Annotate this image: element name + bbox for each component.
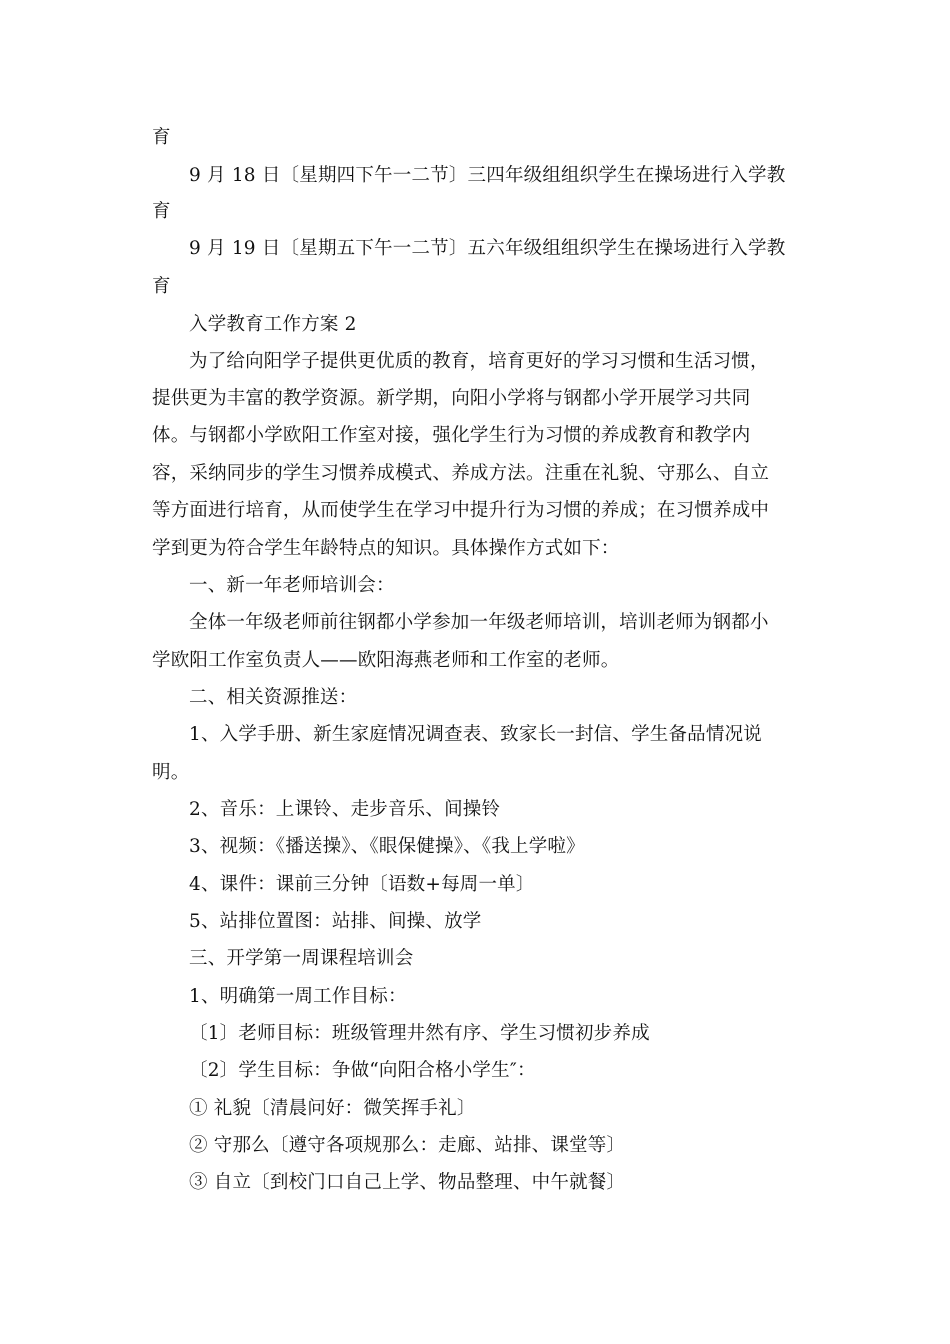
text-line: 为了给向阳学子提供更优质的教育，培育更好的学习习惯和生活习惯，: [189, 351, 769, 372]
text-line: 提供更为丰富的教学资源。新学期，向阳小学将与钢都小学开展学习共同: [152, 388, 751, 409]
list-item: 5、站排位置图：站排、间操、放学: [189, 911, 482, 932]
text-line: 育: [152, 127, 171, 148]
list-item: 3、视频：《播送操》、《眼保健操》、《我上学啦》: [189, 836, 585, 857]
text-line: 学欧阳工作室负责人——欧阳海燕老师和工作室的老师。: [152, 650, 620, 671]
text-line: 容，采纳同步的学生习惯养成模式、养成方法。注重在礼貌、守那么、自立: [152, 463, 770, 484]
text-line: 育: [152, 201, 171, 222]
text-line: 育: [152, 276, 171, 297]
list-item: ① 礼貌〔清晨问好：微笑挥手礼〕: [189, 1098, 476, 1119]
list-item: 〔2〕学生目标：争做“向阳合格小学生″：: [189, 1060, 536, 1081]
text-line: 等方面进行培育，从而使学生在学习中提升行为习惯的养成；在习惯养成中: [152, 500, 770, 521]
list-item: 4、课件：课前三分钟〔语数+每周一单〕: [189, 874, 535, 895]
section-heading: 入学教育工作方案 2: [189, 314, 357, 335]
text-line: 9 月 19 日〔星期五下午一二节〕五六年级组组织学生在操场进行入学教: [189, 238, 786, 259]
text-line: 全体一年级老师前往钢都小学参加一年级老师培训，培训老师为钢都小: [189, 612, 769, 633]
text-line: 学到更为符合学生年龄特点的知识。具体操作方式如下：: [152, 538, 620, 559]
list-item: 1、明确第一周工作目标：: [189, 986, 407, 1007]
section-heading: 三、开学第一周课程培训会: [189, 948, 414, 969]
text-line: 明。: [152, 762, 190, 783]
text-line: 9 月 18 日〔星期四下午一二节〕三四年级组组织学生在操场进行入学教: [189, 165, 786, 186]
list-item: ② 守那么〔遵守各项规那么：走廊、站排、课堂等〕: [189, 1135, 626, 1156]
list-item: 〔1〕老师目标：班级管理井然有序、学生习惯初步养成: [189, 1023, 650, 1044]
text-line: 体。与钢都小学欧阳工作室对接，强化学生行为习惯的养成教育和教学内: [152, 425, 751, 446]
list-item: 1、入学手册、新生家庭情况调查表、致家长一封信、学生备品情况说: [189, 724, 762, 745]
section-heading: 一、新一年老师培训会：: [189, 575, 395, 596]
list-item: 2、音乐：上课铃、走步音乐、间操铃: [189, 799, 501, 820]
list-item: ③ 自立〔到校门口自己上学、物品整理、中午就餐〕: [189, 1172, 626, 1193]
section-heading: 二、相关资源推送：: [189, 687, 358, 708]
